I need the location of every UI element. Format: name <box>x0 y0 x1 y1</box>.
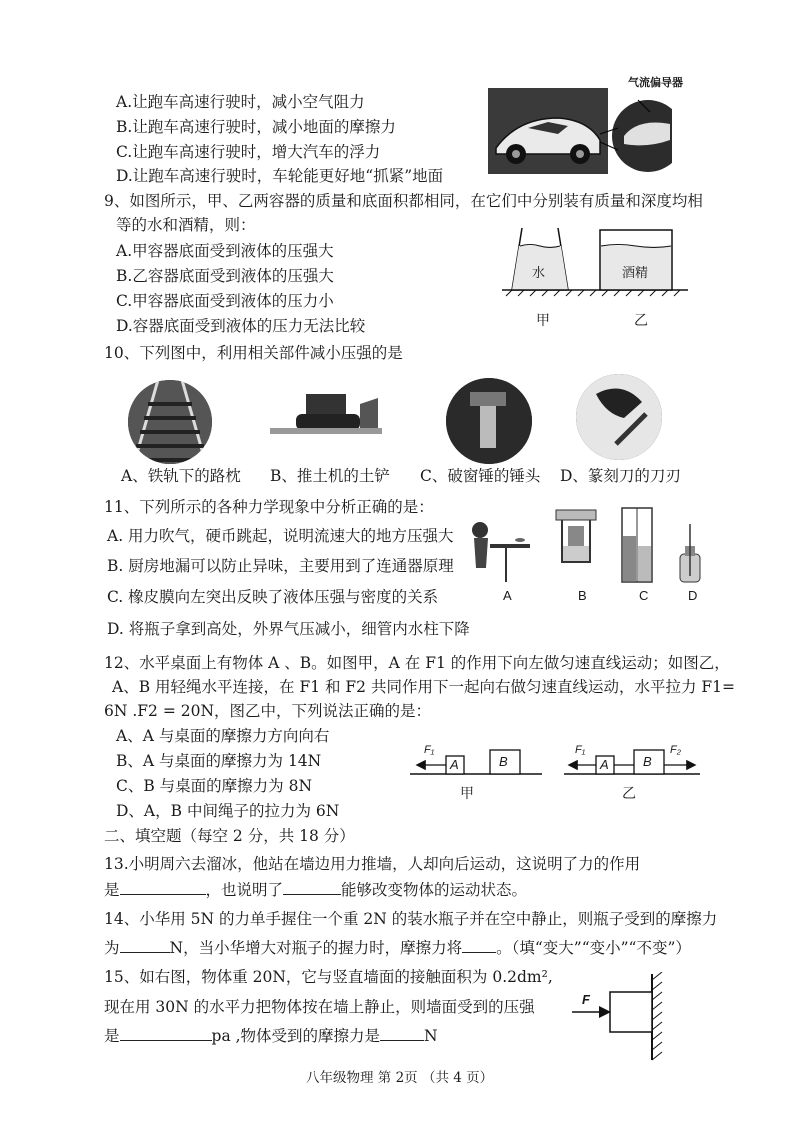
water-label: 水 <box>532 265 546 280</box>
q8-option-c: C.让跑车高速行驶时，增大汽车的浮力 <box>116 143 381 161</box>
q9-stem-line2: 等的水和酒精，则： <box>116 216 256 234</box>
yi-f2-label: F₂ <box>670 744 681 756</box>
q11-fig-label-b: B <box>578 588 587 603</box>
q12-option-c: C、B 与桌面的摩擦力为 8N <box>116 777 313 795</box>
yi-block-a-label: A <box>600 757 609 772</box>
fig-jia-caption: 甲 <box>460 785 474 801</box>
q11-option-a: A. 用力吹气，硬币跳起，说明流速大的地方压强大 <box>107 527 454 545</box>
yi-block-b-label: B <box>643 754 652 769</box>
q14-blank-1[interactable] <box>120 938 170 953</box>
q14-line1: 14、小华用 5N 的力单手握住一个重 2N 的装水瓶子并在空中静止，则瓶子受到的摩擦力 <box>104 910 718 928</box>
q15-line3 <box>104 1026 438 1046</box>
q15-line2: 现在用 30N 的水平力把物体按在墙上静止，则墙面受到的压强 <box>104 998 535 1016</box>
q13-line2 <box>104 880 527 900</box>
q12-stem-line1: 12、水平桌面上有物体 A 、B。如图甲，A 在 F1 的作用下向左做匀速直线运动；如图乙， <box>104 654 730 672</box>
bulldozer-image <box>266 384 386 444</box>
q14-text-a: 为 <box>104 939 120 957</box>
q8-option-a: A.让跑车高速行驶时，减小空气阻力 <box>116 93 365 111</box>
q10-option-a: A、铁轨下的路枕 <box>121 467 241 485</box>
fig-yi-caption: 乙 <box>622 785 636 801</box>
q11-fig-label-d: D <box>688 588 698 603</box>
q15-text-c: N <box>424 1027 438 1045</box>
q9-option-b: B.乙容器底面受到液体的压强大 <box>116 267 334 285</box>
q12-stem-line3: 6N .F2 = 20N，图乙中，下列说法正确的是： <box>104 702 432 720</box>
q13-text-b: ，也说明了 <box>205 881 284 899</box>
q15-text-a: 是 <box>104 1027 120 1045</box>
q14-text-c: 。（填“变大”“变小”“不变”） <box>496 939 691 957</box>
q13-text-c: 能够改变物体的运动状态。 <box>341 881 528 899</box>
carving-knife-image <box>576 374 662 460</box>
q10-option-c: C、破窗锤的锤头 <box>420 467 541 485</box>
window-hammer-image <box>446 378 532 464</box>
q10-option-b: B、推土机的土铲 <box>270 467 390 485</box>
q12-option-a: A、A 与桌面的摩擦力方向向右 <box>116 727 330 745</box>
q10-option-d: D、篆刻刀的刀刃 <box>560 467 681 485</box>
q15-line1: 15、如右图，物体重 20N，它与竖直墙面的接触面积为 0.2dm², <box>104 968 553 986</box>
section-fill-in-title: 二、填空题（每空 2 分，共 18 分） <box>104 827 355 845</box>
q11-stem: 11、下列所示的各种力学现象中分析正确的是： <box>104 498 434 516</box>
q12-stem-line2: A、B 用轻绳水平连接，在 F1 和 F2 共同作用下一起向右做匀速直线运动，水平拉力 F1= <box>112 678 735 696</box>
q15-text-b: pa ,物体受到的摩擦力是 <box>211 1027 381 1045</box>
q13-text-a: 是 <box>104 881 120 899</box>
q11-option-d: D. 将瓶子拿到高处，外界气压减小，细管内水柱下降 <box>107 620 470 638</box>
sports-car-image <box>488 88 672 174</box>
jia-block-b-label: B <box>499 754 508 769</box>
page-footer: 八年级物理 第 2页 （共 4 页） <box>306 1070 494 1086</box>
spoiler-label: 气流偏导器 <box>628 77 683 89</box>
containers-figure <box>500 222 690 302</box>
q9-option-c: C.甲容器底面受到液体的压力小 <box>116 292 334 310</box>
container-jia-label: 甲 <box>536 312 550 328</box>
q14-line2 <box>104 938 691 958</box>
alcohol-label: 酒精 <box>622 265 649 280</box>
jia-f1-label: F₁ <box>424 744 435 756</box>
q11-option-b: B. 厨房地漏可以防止异味，主要用到了连通器原理 <box>107 557 454 575</box>
wall-block-figure <box>566 972 676 1062</box>
q15-blank-2[interactable] <box>380 1026 424 1041</box>
railway-sleeper-image <box>128 380 212 464</box>
q12-option-b: B、A 与桌面的摩擦力为 14N <box>116 752 322 770</box>
q12-option-d: D、A，B 中间绳子的拉力为 6N <box>116 802 340 820</box>
q11-option-c: C. 橡皮膜向左突出反映了液体压强与密度的关系 <box>107 588 439 606</box>
q9-stem-line1: 9、如图所示，甲、乙两容器的质量和底面积都相同，在它们中分别装有质量和深度均相 <box>104 192 703 210</box>
jia-block-a-label: A <box>450 757 459 772</box>
q13-blank-1[interactable] <box>120 880 206 895</box>
q11-figures <box>466 506 706 586</box>
q11-fig-label-c: C <box>639 588 649 603</box>
force-f-label: F <box>582 992 590 1007</box>
q10-stem: 10、下列图中，利用相关部件减小压强的是 <box>104 344 403 362</box>
q14-blank-2[interactable] <box>462 938 496 953</box>
q8-option-b: B.让跑车高速行驶时，减小地面的摩擦力 <box>116 118 396 136</box>
q11-fig-label-a: A <box>503 588 512 603</box>
q14-text-b: N，当小华增大对瓶子的握力时，摩擦力将 <box>169 939 463 957</box>
q9-option-d: D.容器底面受到液体的压力无法比较 <box>116 317 366 335</box>
q13-blank-2[interactable] <box>283 880 341 895</box>
yi-f1-label: F₁ <box>575 744 586 756</box>
q13-line1: 13.小明周六去溜冰，他站在墙边用力推墙，人却向后运动，这说明了力的作用 <box>104 855 641 873</box>
q15-blank-1[interactable] <box>120 1026 212 1041</box>
container-yi-label: 乙 <box>634 312 648 328</box>
q8-option-d: D.让跑车高速行驶时，车轮能更好地“抓紧”地面 <box>116 167 444 185</box>
q9-option-a: A.甲容器底面受到液体的压强大 <box>116 242 334 260</box>
